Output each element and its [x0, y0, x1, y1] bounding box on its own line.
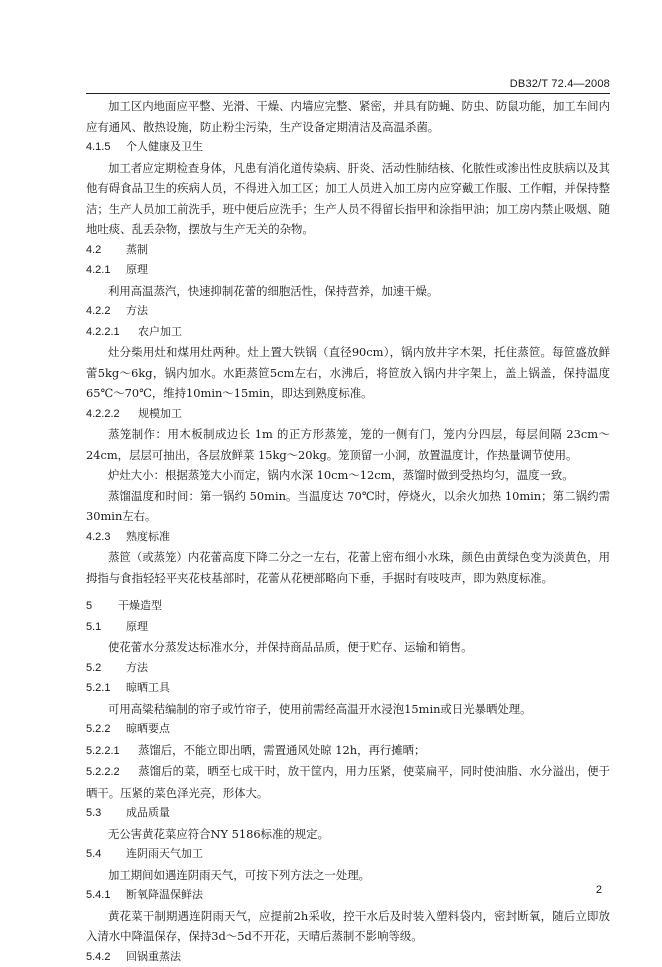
section-title: 方法 [126, 662, 148, 674]
section-heading [86, 240, 610, 261]
paragraph: 灶分柴用灶和煤用灶两种。灶上置大铁锅（直径90cm），锅内放井字木架，托住蒸笸。每笸盛放鲜蕾5kg～6kg，锅内加水。水距蒸笸5cm左右，水沸后，将笸放入锅内井字架上，盖上锅盖，保持温度65℃～70℃，维持10min～15min，即达到熟度标准。 [86, 342, 610, 404]
section-number: 4.2.2.1 [86, 322, 138, 343]
section-title: 晾晒要点 [126, 723, 170, 735]
paragraph: 使花蕾水分蒸发达标准水分，并保持商品品质，便于贮存、运输和销售。 [86, 637, 610, 658]
section-heading [86, 527, 610, 548]
section-title: 断氧降温保鲜法 [126, 889, 203, 901]
section-title: 连阴雨天气加工 [126, 848, 203, 860]
section-title: 回锅重蒸法 [126, 951, 181, 963]
numbered-paragraph [86, 761, 610, 803]
paragraph: 加工区内地面应平整、光滑、干燥、内墙应完整、紧密，并具有防蝇、防虫、防鼠功能，加工车间内应有通风、散热设施，防止粉尘污染，生产设备定期清洁及高温杀菌。 [86, 96, 610, 137]
section-number: 4.2.2 [86, 301, 126, 322]
section-heading [86, 885, 610, 906]
paragraph: 炉灶大小：根据蒸笼大小而定，锅内水深 10cm～12cm，蒸馏时做到受热均匀，温度一致。 [86, 465, 610, 486]
section-number: 5.4 [86, 844, 126, 865]
paragraph: 蒸笼制作：用木板制成边长 1m 的正方形蒸笼，笼的一侧有门，笼内分四层，每层间隔 23cm～24cm，层层可抽出，各层放鲜菜 15kg～20kg。笼顶留一小洞，放置温度计，作热量调节使用。 [86, 424, 610, 465]
section-number: 5.4.1 [86, 885, 126, 906]
paragraph: 加工者应定期检查身体，凡患有消化道传染病、肝炎、活动性肺结核、化脓性或渗出性皮肤病以及其他有碍食品卫生的疾病人员，不得进入加工区；加工人员进入加工房内应穿戴工作服、工作帽，并保持整洁；生产人员加工前洗手，班中便后应洗手；生产人员不得留长指甲和涂指甲油；加工房内禁止吸烟、随地吐痰、乱丢杂物，摆放与生产无关的杂物。 [86, 158, 610, 240]
section-heading [86, 404, 610, 425]
section-heading [86, 596, 610, 617]
section-heading [86, 617, 610, 638]
paragraph-text: 蒸馏后，不能立即出晒，需置通风处晾 12h，再行摊晒； [138, 743, 425, 757]
section-heading [86, 137, 610, 158]
section-title: 蒸制 [126, 244, 148, 256]
section-title: 成品质量 [126, 807, 170, 819]
section-number: 5.1 [86, 617, 126, 638]
section-title: 规模加工 [138, 408, 182, 420]
section-heading [86, 844, 610, 865]
section-number: 5.2.2.2 [86, 762, 138, 783]
section-title: 干燥造型 [118, 600, 162, 612]
standard-code: DB32/T 72.4—2008 [510, 78, 610, 90]
section-number: 5.2.2.1 [86, 741, 138, 762]
section-heading [86, 322, 610, 343]
section-title: 晾晒工具 [126, 682, 170, 694]
paragraph: 蒸笸（或蒸笼）内花蕾高度下降二分之一左右，花蕾上密布细小水珠，颜色由黄绿色变为淡黄色，用拇指与食指轻轻平夹花枝基部时，花蕾从花梗部略向下垂，手据时有吱吱声，即为熟度标准。 [86, 547, 610, 588]
section-heading [86, 947, 610, 967]
document-body [86, 96, 610, 967]
section-number: 4.2.1 [86, 260, 126, 281]
section-number: 4.2.2.2 [86, 404, 138, 425]
header-rule [86, 93, 610, 94]
section-number: 4.2.3 [86, 527, 126, 548]
section-heading [86, 678, 610, 699]
section-title: 方法 [126, 305, 148, 317]
page-number: 2 [596, 884, 602, 896]
paragraph: 蒸馏温度和时间：第一锅约 50min。当温度达 70℃时，停烧火，以余火加热 10min；第二锅约需 30min左右。 [86, 486, 610, 527]
section-heading [86, 658, 610, 679]
section-number: 5.4.2 [86, 947, 126, 967]
section-number: 5 [86, 596, 118, 617]
section-title: 熟度标准 [126, 531, 170, 543]
section-number: 4.2 [86, 240, 126, 261]
section-title: 农户加工 [138, 326, 182, 338]
numbered-paragraph [86, 740, 610, 762]
section-heading [86, 719, 610, 740]
section-number: 5.2 [86, 658, 126, 679]
section-heading [86, 301, 610, 322]
paragraph-text: 蒸馏后的菜，晒至七成干时，放干筐内，用力压紧，使菜扁平，同时使油脂、水分溢出，便于晒干。压紧的菜色泽光亮，形体大。 [86, 764, 610, 800]
section-number: 5.3 [86, 803, 126, 824]
section-heading [86, 803, 610, 824]
section-title: 个人健康及卫生 [126, 141, 203, 153]
section-title: 原理 [126, 621, 148, 633]
section-number: 5.2.1 [86, 678, 126, 699]
section-number: 5.2.2 [86, 719, 126, 740]
paragraph: 可用高粱秸编制的帘子或竹帘子，使用前需经高温开水浸泡15min或日光暴晒处理。 [86, 699, 610, 720]
section-title: 原理 [126, 264, 148, 276]
paragraph: 黄花菜干制期遇连阴雨天气，应提前2h采收，控干水后及时装入塑料袋内，密封断氧，随后立即放入清水中降温保存，保持3d～5d不开花，天晴后蒸制不影响等级。 [86, 906, 610, 947]
paragraph: 利用高温蒸汽，快速抑制花蕾的细胞活性，保持营养，加速干燥。 [86, 281, 610, 302]
paragraph: 加工期间如遇连阴雨天气，可按下列方法之一处理。 [86, 865, 610, 886]
section-heading [86, 260, 610, 281]
section-number: 4.1.5 [86, 137, 126, 158]
paragraph: 无公害黄花菜应符合NY 5186标准的规定。 [86, 824, 610, 845]
